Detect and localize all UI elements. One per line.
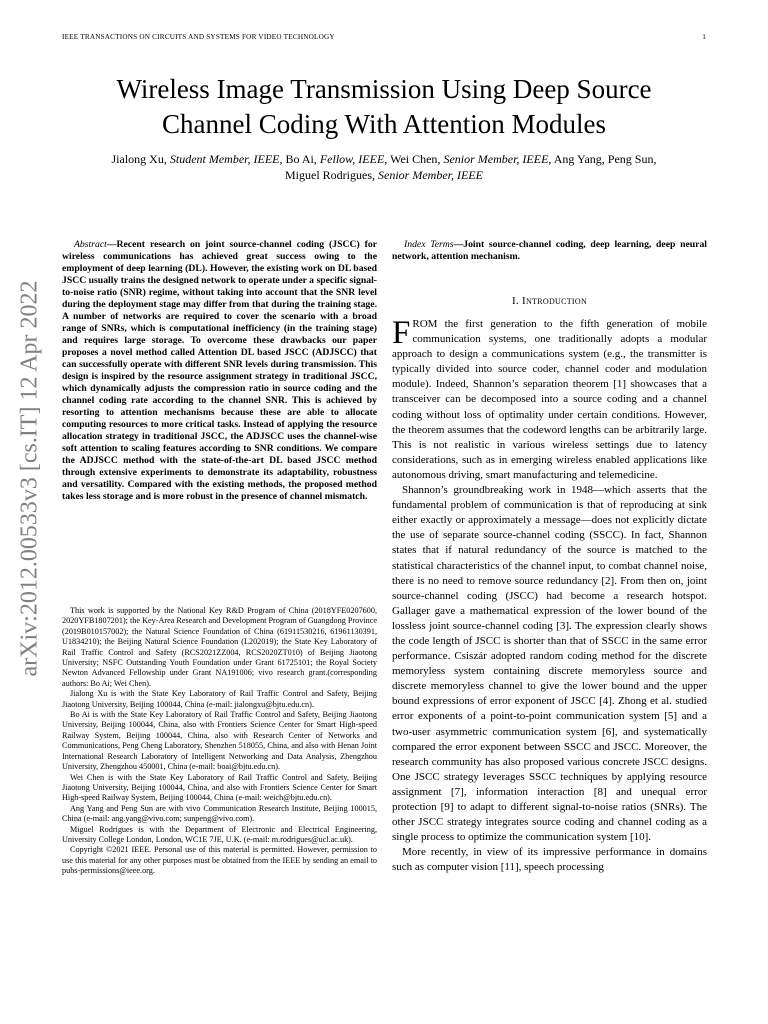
author-name: Miguel Rodrigues [285,168,372,182]
index-terms: Index Terms—Joint source-channel coding, deep learning, deep neural network, attention mechanism. [392,239,707,262]
author-role: Fellow, IEEE [319,152,385,166]
intro-paragraph-3: More recently, in view of its impressive performance in domains such as computer vision [11], speech processing [392,846,707,874]
index-terms-label: Index Terms [404,239,454,250]
section-heading-introduction [392,295,707,307]
section-number: I. [511,295,519,307]
right-column [392,239,707,875]
paper-title [62,72,706,142]
author-role: Senior Member, IEEE [443,152,549,166]
journal-name: IEEE TRANSACTIONS ON CIRCUITS AND SYSTEMS FOR VIDEO TECHNOLOGY [62,33,335,41]
author-name: Peng Sun [607,152,654,166]
author-list: Jialong Xu, Student Member, IEEE, Bo Ai, Fellow, IEEE, Wei Chen, Senior Member, IEEE, Ang Yang, Peng Sun, Miguel Rodrigues, Senior Member, IEEE [111,152,657,182]
footnote-copyright: Copyright ©2021 IEEE. Personal use of this material is permitted. However, permission to use this material for any other purposes must be obtained from the IEEE by sending an email to pubs-permissions@ieee.org. [62,845,377,876]
section-title: Introduction [522,295,588,307]
drop-cap: F [392,315,411,351]
title-line-1: Wireless Image Transmission Using Deep Source [116,74,652,104]
index-terms-text: Joint source-channel coding, deep learning, deep neural network, attention mechanism. [392,239,707,262]
arxiv-identifier: arXiv:2012.00533v3 [cs.IT] 12 Apr 2022 [16,280,43,676]
footnote-affiliation: Jialong Xu is with the State Key Laboratory of Rail Traffic Control and Safety, Beijing Jiaotong University, Beijing 100044, China (e-mail: jialongxu@bjtu.edu.cn). [62,689,377,709]
author-name: Wei Chen [390,152,438,166]
footnote-funding: This work is supported by the National Key R&D Program of China (2018YFE0207600, 2020YFB1807201); the Key-Area Research and Development Program of Guangdong Province (2019B010157002); the Natural Science Foundation of China (61911530216, 61961130391, U1834210); the Beijing Natural Science Foundation (L202019); the State Key Laboratory of Rail Traffic Control and Safety (RCS2021ZZ004, RCS2020ZT010) of Beijing Jiaotong University; NSFC Outstanding Youth Foundation under Grant 61725101; the Royal Society Newton Advanced Fellowship under Grant NA191006; vivo research grant.(corresponding authors: Bo Ai; Wei Chen). [62,606,377,688]
arxiv-stamp [10,263,50,693]
abstract-label: Abstract [74,239,107,250]
intro-paragraph-1 [392,317,707,483]
abstract-text: Recent research on joint source-channel coding (JSCC) for wireless communications has achieved great success owing to the employment of deep learning (DL). However, the existing work on DL based JSCC usually trains the designed network to operate under a specific signal-to-noise ratio (SNR) regime, without taking into account that the SNR level during the deployment stage may differ from that during the training stage. A number of networks are required to cover the scenario with a broad range of SNRs, which is computational inefficiency (in the training stage) and requires large storage. To overcome these drawbacks our paper proposes a novel method called Attention DL based JSCC (ADJSCC) that can successfully operate with different SNR levels during transmission. This design is inspired by the resource assignment strategy in traditional JSCC, which dynamically adjusts the compression ratio in source coding and the channel coding rate according to the channel SNR. This is achieved by resorting to attention mechanisms because these are able to allocate computing resources to more critical tasks. Instead of applying the resource allocation strategy in traditional JSCC, the ADJSCC uses the channel-wise soft attention to scaling features according to SNR conditions. We compare the ADJSCC method with the state-of-the-art DL based JSCC method through extensive experiments to demonstrate its adaptability, robustness and versatility. Compared with the existing methods, the proposed method takes less storage and is more robust in the presence of channel mismatch. [62,239,377,502]
footnote-affiliation: Ang Yang and Peng Sun are with vivo Communication Research Institute, Beijing 100015, China (e-mail: ang.yang@vivo.com; sunpeng@vivo.com). [62,803,377,824]
footnote-affiliation: Bo Ai is with the State Key Laboratory of Rail Traffic Control and Safety, Beijing Jiaotong University, Beijing 100044, China, also with Frontiers Science Center for Smart High-speed Railway System, Beijing 100044, China, also with Research Center of Networks and Communications, Peng Cheng Laboratory, Shenzhen 518055, China, and also with Henan Joint International Research Laboratory of Intelligent Networking and Data Analysis, Zhengzhou University, Zhengzhou 450001, China (e-mail: boai@bjtu.edu.cn). [62,710,377,772]
author-name: Bo Ai [285,152,314,166]
author-role: Student Member, IEEE [169,152,280,166]
intro-paragraph-2: Shannon’s groundbreaking work in 1948—which asserts that the fundamental problem of communication is that of reproducing at sink either exactly or approximately a message—does not explicitly dictate the use of separate source-channel coding (SSCC). In fact, Shannon states that if natural redundancy of the source is matched to the statistical characteristics of the channel input, to combat channel noise, there is no need to remove source redundancy [2]. From then on, joint source-channel coding (JSCC) had become a research hotspot. Gallager gave a mathematical expression of the lower bound of the lossless joint source-channel coding [3]. The expression clearly shows the code length of JSCC is shorter than that of SSCC in the same error performance. Csiszár adopted random coding method for the discrete memoryless system containing discrete memoryless source and discrete memoryless channel to give the lower bound and the upper bound expressions of error exponent of JSCC [4]. Zhong et al. studied error exponents of a point-to-point communication system [5] and a two-user asymmetric communication system [6], and systematically compared the error exponent between SSCC and JSCC. Moreover, the research community has also proposed various concrete JSCC designs. One JSCC strategy leverages SSCC techniques by applying resource assignment [7], information interaction [8] and unequal error protection [9] to adapt to different signal-to-noise ratios (SNRs). The other JSCC strategy integrates source coding and channel coding as a single process to optimize the communication system [10]. [392,484,707,844]
title-line-2: Channel Coding With Attention Modules [162,109,606,139]
running-head [62,33,706,41]
author-name: Ang Yang [553,152,602,166]
footnote-affiliation: Wei Chen is with the State Key Laboratory of Rail Traffic Control and Safety, Beijing Jiaotong University, Beijing 100044, China, and also with Frontiers Science Center for Smart High-speed Railway System, Beijing 100044, China (e-mail: weich@bjtu.edu.cn). [62,772,377,803]
author-name: Jialong Xu [111,152,164,166]
author-role: Senior Member, IEEE [378,168,483,182]
footnote-affiliation: Miguel Rodrigues is with the Department of Electronic and Electrical Engineering, University College London, London, WC1E 7JE, U.K. (e-mail: m.rodrigues@ucl.ac.uk). [62,824,377,844]
footnotes [62,606,377,877]
left-column [62,239,377,503]
abstract: Abstract—Recent research on joint source-channel coding (JSCC) for wireless communications has achieved great success owing to the employment of deep learning (DL). However, the existing work on DL based JSCC usually trains the designed network to operate under a specific signal-to-noise ratio (SNR) regime, without taking into account that the SNR level during the deployment stage may differ from that during the training stage. A number of networks are required to cover the scenario with a broad range of SNRs, which is computational inefficiency (in the training stage) and requires large storage. To overcome these drawbacks our paper proposes a novel method called Attention DL based JSCC (ADJSCC) that can successfully operate with different SNR levels during transmission. This design is inspired by the resource assignment strategy in traditional JSCC, which dynamically adjusts the compression ratio in source coding and the channel coding rate according to the channel SNR. This is achieved by resorting to attention mechanisms because these are able to allocate computing resources to more critical tasks. Instead of applying the resource allocation strategy in traditional JSCC, the ADJSCC uses the channel-wise soft attention to scaling features according to SNR conditions. We compare the ADJSCC method with the state-of-the-art DL based JSCC method through extensive experiments to demonstrate its adaptability, robustness and versatility. Compared with the existing methods, the proposed method takes less storage and is more robust in the presence of channel mismatch. [62,239,377,502]
paragraph-text: ROM the first generation to the fifth generation of mobile communication systems, one traditionally adopts a modular approach to design a communications system (e.g., the transmitter is typically divided into source coder, channel coder and modulation module). Indeed, Shannon’s separation theorem [1] showcases that a transceiver can be decomposed into a source coding and a channel coding without loss of optimality under certain conditions. However, the theorem assumes that the codeword lengths can be arbitrarily large. This is not realistic in various wireless settings due to latency considerations, such as in emerging wireless enabled applications like autonomous driving, smart manufacturing and telemedicine. [392,318,707,481]
page-number: 1 [702,33,706,41]
